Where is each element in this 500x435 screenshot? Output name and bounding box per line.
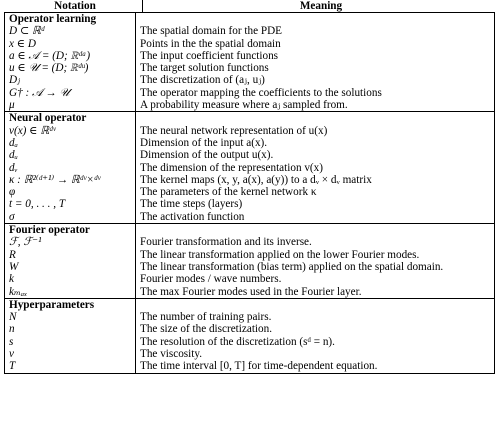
section-title-spacer (136, 13, 494, 25)
notation-column-header: Notation (4, 0, 143, 12)
meaning-cell: The dimension of the representation v(x) (140, 161, 323, 174)
meaning-cell: The number of training pairs. (140, 311, 272, 324)
meaning-cell: The size of the discretization. (140, 323, 273, 336)
notation-cell: dₐ (5, 137, 136, 149)
section-heading-row (5, 299, 494, 311)
notation-cell: Dⱼ (5, 74, 136, 86)
meaning-column-header: Meaning (299, 0, 343, 12)
notation-cell: σ (5, 211, 136, 223)
meaning-cell: The max Fourier modes used in the Fourier layer. (140, 285, 362, 298)
section-heading-row (5, 224, 494, 236)
table-row (5, 336, 494, 348)
table-row (5, 211, 494, 223)
table-row (5, 125, 494, 137)
notation-cell: dᵤ (5, 149, 136, 161)
meaning-cell: A probability measure where aⱼ sampled from. (140, 99, 348, 112)
section-title: Operator learning (5, 13, 136, 25)
meaning-cell: The time interval [0, T] for time-dependent equation. (140, 360, 378, 373)
notation-cell: x ∈ D (5, 38, 136, 50)
notation-cell: s (5, 336, 136, 348)
meaning-cell: The operator mapping the coefficients to the solutions (140, 86, 382, 99)
meaning-cell: The neural network representation of u(x) (140, 124, 328, 137)
notation-cell: κ : ℝ²⁽ᵈ⁺¹⁾ → ℝᵈᵛ×ᵈᵛ (5, 174, 136, 186)
meaning-cell: The parameters of the kernel network κ (140, 186, 317, 199)
table-row (5, 162, 494, 174)
table-section (4, 112, 495, 224)
table-row (5, 62, 494, 74)
table-row (5, 38, 494, 50)
section-title-spacer (136, 112, 494, 124)
meaning-cell: Points in the the spatial domain (140, 37, 281, 50)
meaning-cell: The time steps (layers) (140, 198, 243, 211)
section-title-spacer (136, 299, 494, 311)
section-title: Hyperparameters (5, 299, 136, 311)
table-section (4, 224, 495, 299)
table-row (5, 149, 494, 161)
section-heading-row (5, 112, 494, 124)
meaning-cell: The linear transformation applied on the lower Fourier modes. (140, 248, 420, 261)
table-row (5, 236, 494, 248)
notation-cell: kₘₐₓ (5, 286, 136, 298)
table-row (5, 25, 494, 37)
meaning-cell: The target solution functions (140, 62, 269, 75)
notation-cell: u ∈ 𝒰 = (D; ℝᵈᵘ) (5, 62, 136, 74)
table-row (5, 273, 494, 285)
table-row (5, 198, 494, 210)
meaning-cell: Fourier transformation and its inverse. (140, 236, 312, 249)
section-title: Neural operator (5, 112, 136, 124)
notation-cell: T (5, 360, 136, 372)
notation-cell: W (5, 261, 136, 273)
meaning-cell: The viscosity. (140, 348, 203, 361)
meaning-cell: The discretization of (aⱼ, uⱼ) (140, 74, 265, 87)
notation-cell: μ (5, 99, 136, 111)
meaning-cell: Fourier modes / wave numbers. (140, 273, 282, 286)
notation-cell: dᵥ (5, 162, 136, 174)
table-row (5, 137, 494, 149)
table-row (5, 50, 494, 62)
notation-cell: k (5, 273, 136, 285)
notation-cell: ν (5, 348, 136, 360)
table-row (5, 348, 494, 360)
meaning-cell: The kernel maps (x, y, a(x), a(y)) to a dᵥ × dᵥ matrix (140, 173, 372, 186)
table-header (4, 0, 495, 13)
notation-cell: N (5, 311, 136, 323)
table-row (5, 99, 494, 111)
meaning-cell: The resolution of the discretization (sᵈ = n). (140, 335, 335, 348)
notation-cell: ℱ, ℱ⁻¹ (5, 236, 136, 248)
notation-cell: φ (5, 186, 136, 198)
notation-cell: a ∈ 𝒜 = (D; ℝᵈᵃ) (5, 50, 136, 62)
table-row (5, 311, 494, 323)
notation-cell: D ⊂ ℝᵈ (5, 25, 136, 37)
meaning-cell: Dimension of the output u(x). (140, 149, 274, 162)
notation-cell: n (5, 323, 136, 335)
notation-cell: R (5, 249, 136, 261)
section-heading-row (5, 13, 494, 25)
table-body (4, 13, 495, 374)
meaning-cell: The linear transformation (bias term) applied on the spatial domain. (140, 260, 444, 273)
meaning-cell: The input coefficient functions (140, 49, 279, 62)
table-row (5, 286, 494, 298)
meaning-cell: The activation function (140, 210, 245, 223)
notation-cell: G† : 𝒜 → 𝒰 (5, 87, 136, 99)
table-row (5, 323, 494, 335)
notation-table (4, 0, 495, 374)
notation-cell: v(x) ∈ ℝᵈᵛ (5, 125, 136, 137)
meaning-cell: Dimension of the input a(x). (140, 136, 268, 149)
table-row (5, 87, 494, 99)
table-row (5, 360, 494, 372)
section-title: Fourier operator (5, 224, 136, 236)
notation-cell: t = 0, . . . , T (5, 198, 136, 210)
meaning-cell: The spatial domain for the PDE (140, 25, 282, 38)
table-row (5, 186, 494, 198)
table-row (5, 249, 494, 261)
table-row (5, 174, 494, 186)
table-row (5, 261, 494, 273)
table-row (5, 74, 494, 86)
table-section (4, 299, 495, 374)
table-section (4, 13, 495, 112)
section-title-spacer (136, 224, 494, 236)
